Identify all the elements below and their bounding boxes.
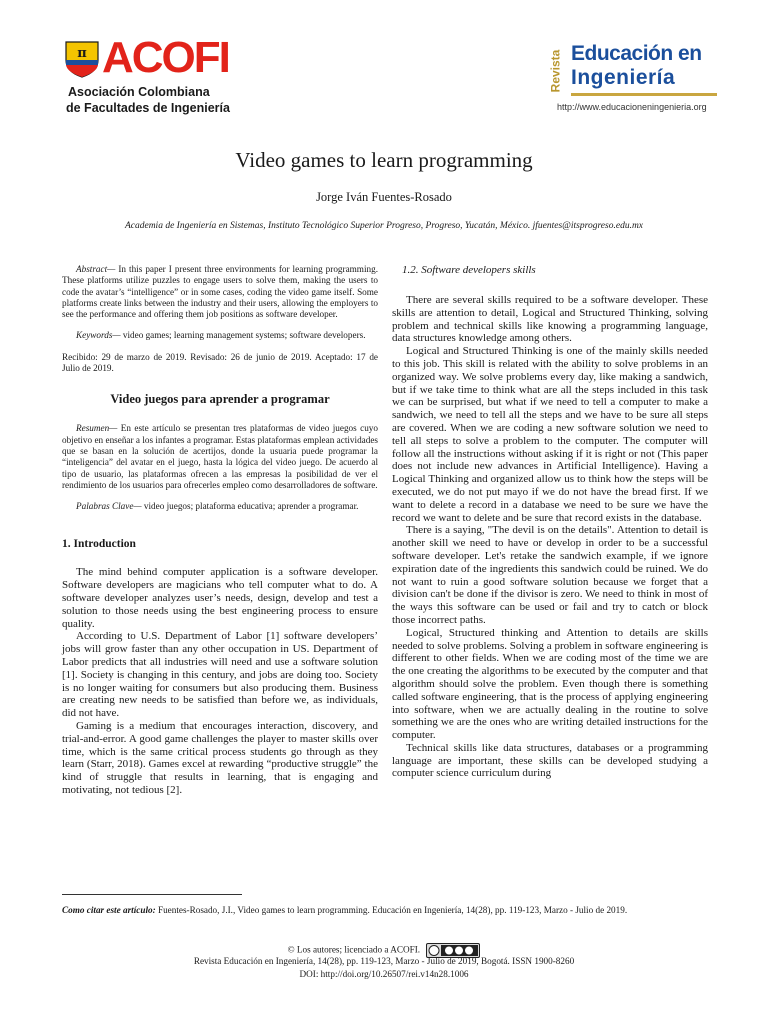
spanish-title: Video juegos para aprender a programar xyxy=(110,392,330,407)
introduction-heading: 1. Introduction xyxy=(62,538,136,551)
abstract xyxy=(62,264,378,320)
resumen xyxy=(62,423,378,491)
section-paragraph: Logical, Structured thinking and Attention to details are skills needed to solve problems. Solving a problem in software engineering is different to other fields. When we are coding most of the time we are the one creating the algorithms to be executed by the computer and that algorithm should solve the problem. Even though there is something called software engineering, that is the process of applying engineering into software, when we are actually dealing in the routine to solve something we are the ones who are writing detailed instructions for the computer. xyxy=(392,626,708,742)
revista-title-line2: Ingeniería xyxy=(571,66,676,89)
paper-affiliation: Academia de Ingeniería en Sistemas, Instituto Tecnológico Superior Progreso, Progreso, Yucatán, México. jfuentes@itsprogreso.edu.mx xyxy=(124,221,644,231)
revista-underline xyxy=(571,93,717,96)
acofi-subtitle-2: de Facultades de Ingeniería xyxy=(66,101,230,115)
acofi-shield-icon xyxy=(64,40,100,78)
palabras-clave-label: Palabras Clave— xyxy=(76,501,142,512)
acofi-logo xyxy=(64,33,294,122)
left-column xyxy=(62,264,378,797)
section-paragraph: There are several skills required to be a software developer. These skills are attention to detail, Logical and Structured Thinking, solving problem and technical skills like knowing a programming language, data structures knowledge among others. xyxy=(392,294,708,345)
section-paragraph: There is a saying, "The devil is on the details". Attention to detail is another skill we need to have or develop in order to be a successful software developer. Let's retake the sandwich example, if we ignore expiration date of the ingredients this sandwich could be ruined. We do not want to ruin a good software solution because we forget that a division can't be done if the divisor is zero. We need to think in most of the ways this software can be used or fail and try to catch or block those incorrect paths. xyxy=(392,524,708,626)
revista-title-line1: Educación en xyxy=(571,42,702,65)
abstract-label: Abstract— xyxy=(76,264,116,274)
paper-title: Video games to learn programming xyxy=(235,148,533,172)
section-paragraph: Technical skills like data structures, databases or a programming language are important, these skills can be developed studying a computer science curriculum during xyxy=(392,741,708,780)
keywords xyxy=(62,330,378,341)
right-column xyxy=(392,264,708,780)
revista-logo xyxy=(548,42,715,120)
keywords-text: video games; learning management systems; software developers. xyxy=(120,330,366,341)
acofi-subtitle-1: Asociación Colombiana xyxy=(68,85,210,99)
citation-label: Como citar este artículo: xyxy=(62,905,156,915)
section-paragraph: Logical and Structured Thinking is one of the mainly skills needed to this job. This skill is related with the ability to solve problems in an organized way. We solve problems every day, like making a sandwich, but if we take time to think what are all the steps included in this task we can be surprised, but what if we need to tell a computer to make a sandwich, we need to tell all the steps and we have to be sure all steps are covered. When we are coding a new software solution we need to tell all steps to solve a problem to the computer. The computer will follow all the instructions without asking if it is right or not (This paper does not include new advances in Artificial Intelligence). Having a Logical Thinking and organized allow us to think how the steps will be executed, we do not put mayo if we do not have the bread first. If we want to delete a record in a database we need to be sure we have the record we want to delete and be sure that record exists in the database. xyxy=(392,345,708,524)
footnote-rule xyxy=(62,894,242,895)
section-1-2-heading: 1.2. Software developers skills xyxy=(402,264,536,276)
revista-url[interactable]: http://www.educacioneningenieria.org xyxy=(557,102,707,112)
acofi-wordmark: ACOFI xyxy=(102,33,229,82)
svg-text:π: π xyxy=(77,46,87,61)
revista-vertical-label: Revista xyxy=(548,49,563,93)
palabras-clave xyxy=(62,501,378,512)
intro-paragraph: Gaming is a medium that encourages interaction, discovery, and trial-and-error. A good game challenges the player to master skills over time, which is the same critical process students go through as they learn (Starr, 2018). Games excel at rewarding “productive struggle” the kind of struggle that results in learning, that is engaging and motivating, not tedious [2]. xyxy=(62,720,378,796)
resumen-label: Resumen— xyxy=(76,423,118,434)
license-text: © Los autores; licenciado a ACOFI. xyxy=(287,944,421,955)
doi-line[interactable]: DOI: http://doi.org/10.26507/rei.v14n28.1006 xyxy=(299,969,469,979)
journal-line: Revista Educación en Ingeniería, 14(28), pp. 119-123, Marzo - Julio de 2019, Bogotá. ISSN 1900-8260 xyxy=(193,956,575,966)
intro-paragraph: According to U.S. Department of Labor [1] software developers’ jobs will grow faster than any other occupation in US. Department of Labor predicts that all industries will need and use a software solution [1]. Society is changing in this century, and jobs are doing too. Society is no longer waiting for consumers but also producing them. Business are creating new needs to be satisfied than before we, as individuals, did not have. xyxy=(62,630,378,720)
paper-author: Jorge Iván Fuentes-Rosado xyxy=(316,190,452,204)
intro-paragraph: The mind behind computer application is a software developer. Software developers are magicians who tell computer what to do. A software developer analyzes user’s needs, design, develop and test a solution to those needs using the best engineering process to ensure quality. xyxy=(62,566,378,630)
palabras-clave-text: video juegos; plataforma educativa; aprender a programar. xyxy=(141,501,359,512)
citation xyxy=(62,905,712,915)
keywords-label: Keywords— xyxy=(76,330,121,341)
resumen-text: En este artículo se presentan tres plataformas de video juegos cuyo objetivo en enseñar a los infantes a programar. Estas plataformas emplean actividades que se basan en la solución de acertijos, donde la usuaria puede programar la “inteligencia” del avatar en el juego, hasta la lógica del video juego. De acuerdo al tipo de usuario, las plataformas ofrecen a las empresas la posibilidad de ver el rendimiento de los usuarios para ofrecerles empleo como desarrolladores de software. xyxy=(62,423,378,490)
dates: Recibido: 29 de marzo de 2019. Revisado: 26 de junio de 2019. Aceptado: 17 de Julio de 2019. xyxy=(62,351,378,374)
abstract-text: In this paper I present three environments for learning programming. These platforms utilize puzzles to engage users to solve them, making the users to code the avatar’s “intelligence” or in some cases, coding the video game itself. Some platforms create links between the industry and their users, allowing the employers to see the performance and offering them job positions as software developer. xyxy=(62,264,378,320)
citation-text: Fuentes-Rosado, J.I., Video games to learn programming. Educación en Ingeniería, 14(28), pp. 119-123, Marzo - Julio de 2019. xyxy=(155,905,628,915)
